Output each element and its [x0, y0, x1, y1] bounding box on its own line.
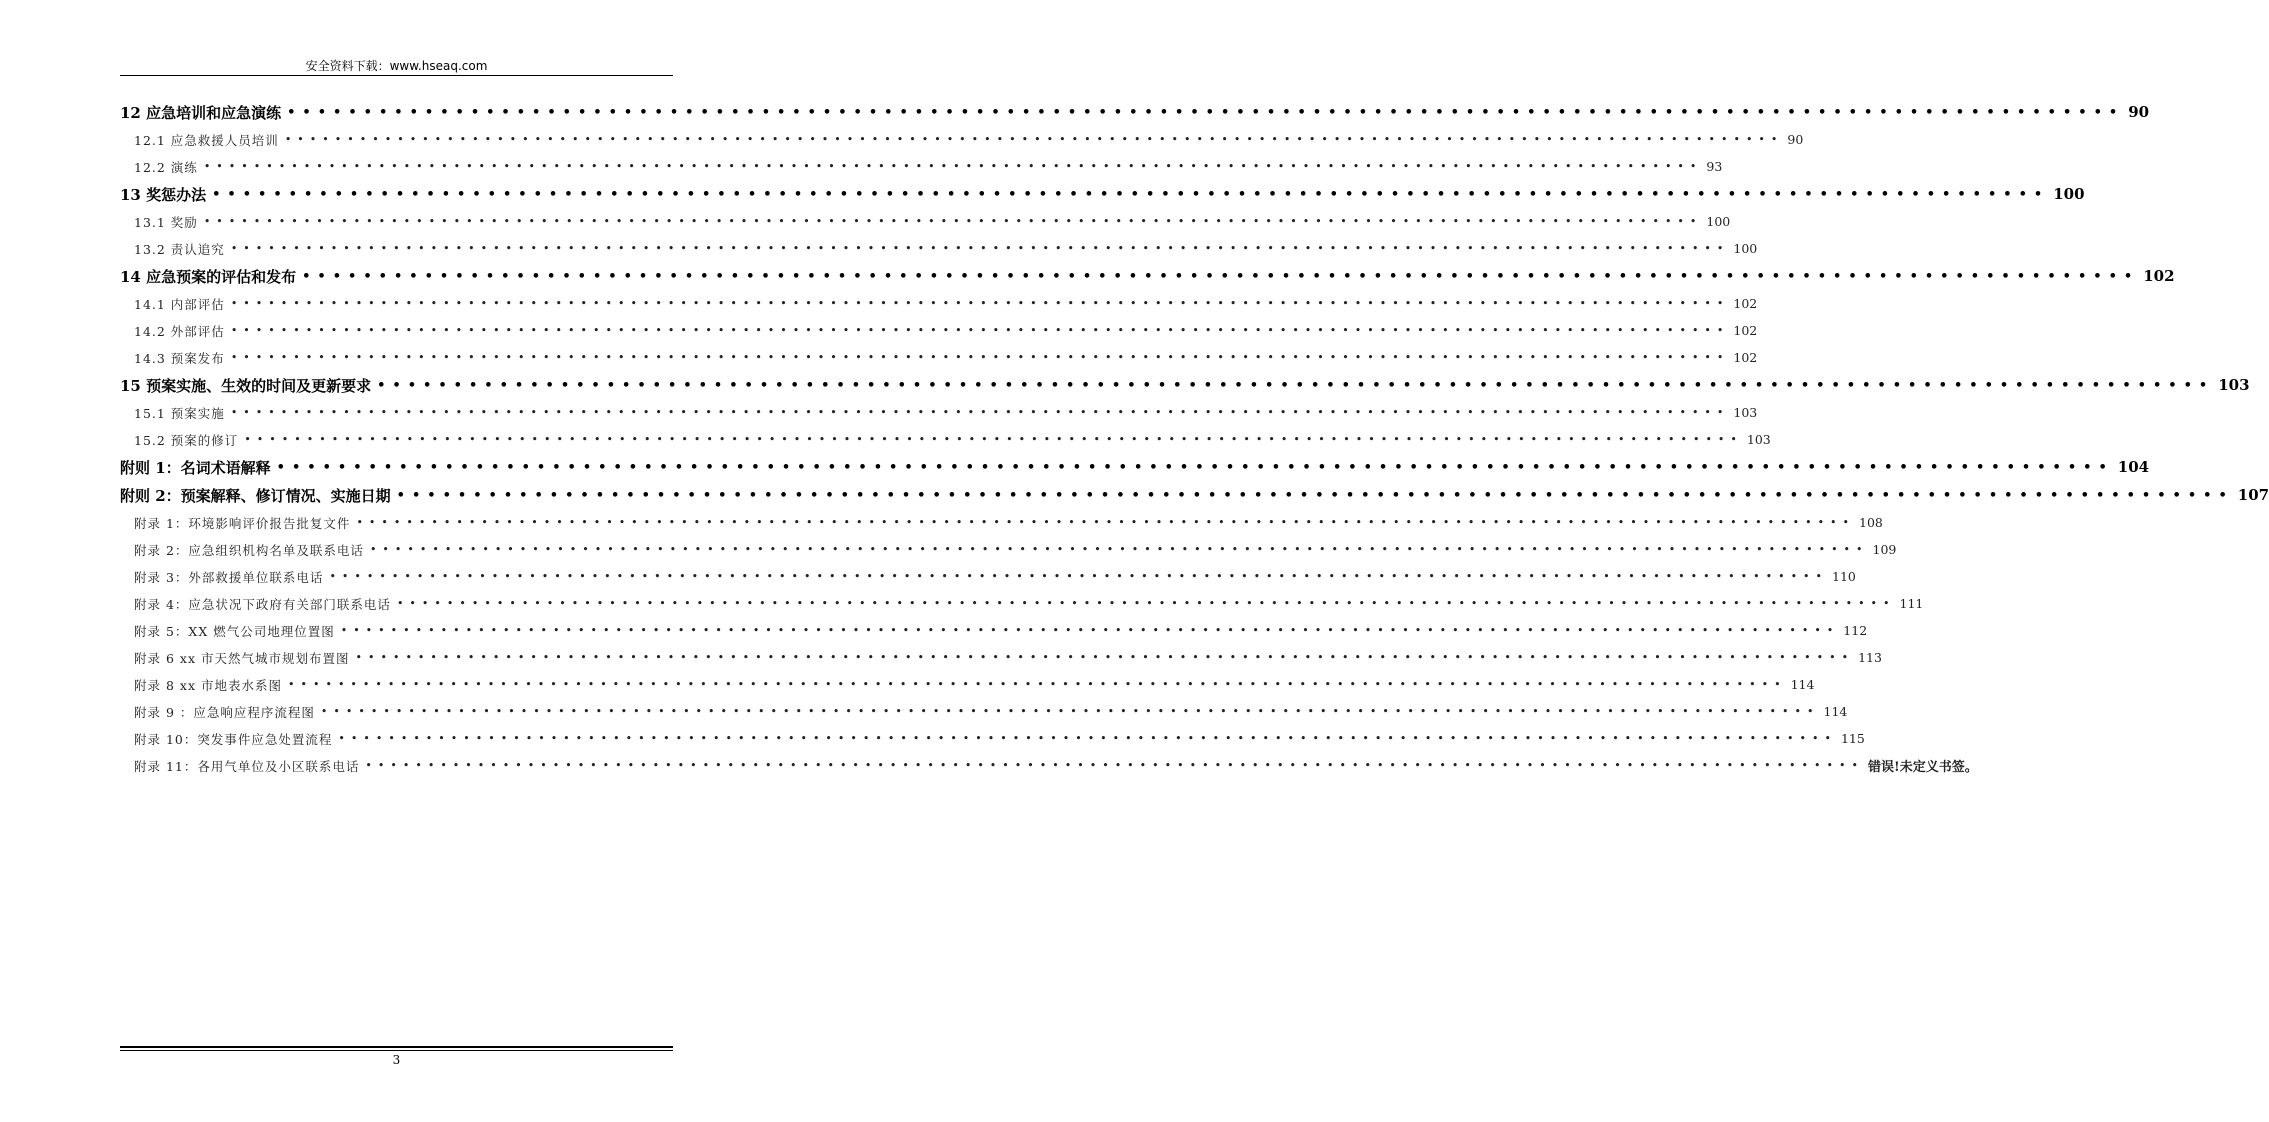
toc-entry[interactable]: [120, 563, 1856, 590]
toc-dot-leader: ••••••••••••••••••••••••••••••••••••••••••••••••••••••••••••••••••••••••••••••••••••••••••••••••••••••••••••••••••••••••: [355, 651, 1855, 664]
toc-entry[interactable]: [120, 536, 1897, 563]
toc-entry-page: 100: [2049, 185, 2084, 203]
toc-entry[interactable]: [120, 426, 1771, 453]
toc-entry[interactable]: [120, 617, 1868, 644]
toc-entry[interactable]: [120, 590, 1924, 617]
toc-dot-leader: ••••••••••••••••••••••••••••••••••••••••••••••••••••••••••••••••••••••••••••••••••••••••••••••••••••••••••••••••••••••••: [287, 678, 1787, 691]
toc-dot-leader: ••••••••••••••••••••••••••••••••••••••••••••••••••••••••••••••••••••••••••••••••••••••••••••••••••••••••••••••••••••••••: [230, 324, 1730, 337]
toc-entry-page: 错误!未定义书签。: [1864, 756, 1978, 775]
toc-entry-page: 100: [1702, 214, 1730, 229]
toc-entry-page: 114: [1787, 677, 1815, 692]
toc-entry-page: 102: [2139, 267, 2174, 285]
toc-entry-page: 102: [1729, 350, 1757, 365]
toc-entry-page: 102: [1729, 296, 1757, 311]
toc-dot-leader: ••••••••••••••••••••••••••••••••••••••••••••••••••••••••••••••••••••••••••••••••••••••••••••••••••••••••••••••••••••••••: [203, 215, 1703, 228]
toc-entry[interactable]: [120, 126, 1804, 153]
toc-dot-leader: ••••••••••••••••••••••••••••••••••••••••••••••••••••••••••••••••••••••••••••••••••••••••••••••••••••••••••••••••••••••••: [287, 104, 2125, 120]
toc-entry-title: 附录 11：各用气单位及小区联系电话: [120, 757, 365, 775]
toc-entry-title: 15 预案实施、生效的时间及更新要求: [120, 375, 377, 396]
toc-dot-leader: ••••••••••••••••••••••••••••••••••••••••••••••••••••••••••••••••••••••••••••••••••••••••••••••••••••••••••••••••••••••••: [203, 160, 1703, 173]
toc-entry-title: 13 奖惩办法: [120, 184, 212, 205]
toc-entry-title: 附录 8 xx 市地表水系图: [120, 676, 288, 694]
toc-dot-leader: ••••••••••••••••••••••••••••••••••••••••••••••••••••••••••••••••••••••••••••••••••••••••••••••••••••••••••••••••••••••••: [320, 705, 1820, 718]
toc-entry-title: 附录 4：应急状况下政府有关部门联系电话: [120, 595, 397, 613]
toc-entry-title: 14 应急预案的评估和发布: [120, 266, 302, 287]
toc-entry-title: 13.2 责认追究: [120, 240, 231, 258]
toc-entry-page: 100: [1729, 241, 1757, 256]
toc-entry[interactable]: [120, 644, 1882, 671]
toc-dot-leader: ••••••••••••••••••••••••••••••••••••••••••••••••••••••••••••••••••••••••••••••••••••••••••••••••••••••••••••••••••••••••: [302, 268, 2140, 284]
toc-dot-leader: ••••••••••••••••••••••••••••••••••••••••••••••••••••••••••••••••••••••••••••••••••••••••••••••••••••••••••••••••••••••••: [377, 377, 2215, 393]
toc-entry[interactable]: [120, 671, 1815, 698]
toc-entry[interactable]: [120, 153, 1723, 180]
toc-entry[interactable]: [120, 725, 1865, 752]
toc-entry-page: 112: [1839, 623, 1867, 638]
toc-dot-leader: ••••••••••••••••••••••••••••••••••••••••••••••••••••••••••••••••••••••••••••••••••••••••••••••••••••••••••••••••••••••••: [369, 543, 1869, 556]
page-number: 3: [392, 1053, 401, 1067]
toc-entry-title: 12 应急培训和应急演练: [120, 102, 287, 123]
toc-dot-leader: ••••••••••••••••••••••••••••••••••••••••••••••••••••••••••••••••••••••••••••••••••••••••••••••••••••••••••••••••••••••••: [230, 242, 1730, 255]
toc-entry-title: 附则 1：名词术语解释: [120, 457, 277, 478]
toc-entry-page: 90: [2124, 103, 2149, 121]
toc-entry-title: 附录 3：外部救援单位联系电话: [120, 568, 329, 586]
toc-entry[interactable]: [120, 399, 1758, 426]
toc-entry-title: 14.1 内部评估: [120, 295, 231, 313]
toc-entry[interactable]: [120, 698, 1848, 725]
toc-entry-page: 109: [1869, 542, 1897, 557]
toc-entry-page: 113: [1854, 650, 1882, 665]
toc-dot-leader: ••••••••••••••••••••••••••••••••••••••••••••••••••••••••••••••••••••••••••••••••••••••••••••••••••••••••••••••••••••••••: [244, 433, 1743, 446]
toc-entry[interactable]: [120, 208, 1731, 235]
toc-entry-title: 12.2 演练: [120, 158, 204, 176]
toc-entry[interactable]: [120, 290, 1758, 317]
toc-dot-leader: ••••••••••••••••••••••••••••••••••••••••••••••••••••••••••••••••••••••••••••••••••••••••••••••••••••••••••••••••••••••••: [396, 597, 1896, 610]
toc-entry-title: 附录 6 xx 市天然气城市规划布置图: [120, 649, 355, 667]
toc-entry-title: 14.3 预案发布: [120, 349, 231, 367]
toc-dot-leader: ••••••••••••••••••••••••••••••••••••••••••••••••••••••••••••••••••••••••••••••••••••••••••••••••••••••••••••••••••••••••: [356, 516, 1856, 529]
table-of-contents: [120, 98, 2269, 779]
toc-dot-leader: ••••••••••••••••••••••••••••••••••••••••••••••••••••••••••••••••••••••••••••••••••••••••••••••••••••••••••••••••••••••••: [340, 624, 1840, 637]
toc-dot-leader: ••••••••••••••••••••••••••••••••••••••••••••••••••••••••••••••••••••••••••••••••••••••••••••••••••••••••••••••••••••••••: [230, 406, 1730, 419]
toc-entry[interactable]: [120, 317, 1758, 344]
toc-entry-page: 103: [1729, 405, 1757, 420]
toc-entry-title: 15.2 预案的修订: [120, 431, 244, 449]
toc-dot-leader: ••••••••••••••••••••••••••••••••••••••••••••••••••••••••••••••••••••••••••••••••••••••••••••••••••••••••••••••••••••••••: [396, 487, 2234, 503]
toc-entry-page: 102: [1729, 323, 1757, 338]
toc-entry-page: 103: [1743, 432, 1771, 447]
toc-entry-title: 13.1 奖励: [120, 213, 204, 231]
toc-entry[interactable]: [120, 235, 1758, 262]
toc-dot-leader: ••••••••••••••••••••••••••••••••••••••••••••••••••••••••••••••••••••••••••••••••••••••••••••••••••••••••••••••••••••••••: [276, 459, 2114, 475]
toc-dot-leader: ••••••••••••••••••••••••••••••••••••••••••••••••••••••••••••••••••••••••••••••••••••••••••••••••••••••••••••••••••••••••: [365, 759, 1864, 772]
toc-dot-leader: ••••••••••••••••••••••••••••••••••••••••••••••••••••••••••••••••••••••••••••••••••••••••••••••••••••••••••••••••••••••••: [230, 351, 1730, 364]
toc-entry-page: 90: [1783, 132, 1803, 147]
footer-rule-thin: [120, 1050, 673, 1051]
toc-entry[interactable]: [120, 262, 2175, 290]
toc-entry-title: 14.2 外部评估: [120, 322, 231, 340]
toc-dot-leader: ••••••••••••••••••••••••••••••••••••••••••••••••••••••••••••••••••••••••••••••••••••••••••••••••••••••••••••••••••••••••: [212, 186, 2050, 202]
toc-entry-title: 附则 2：预案解释、修订情况、实施日期: [120, 485, 397, 506]
toc-entry-page: 114: [1820, 704, 1848, 719]
toc-dot-leader: ••••••••••••••••••••••••••••••••••••••••••••••••••••••••••••••••••••••••••••••••••••••••••••••••••••••••••••••••••••••••: [284, 133, 1784, 146]
toc-entry-title: 附录 2：应急组织机构名单及联系电话: [120, 541, 370, 559]
toc-entry[interactable]: [120, 98, 2150, 126]
toc-entry-title: 附录 9 ：应急响应程序流程图: [120, 703, 321, 721]
toc-entry-page: 104: [2114, 458, 2149, 476]
toc-entry[interactable]: [120, 481, 2269, 509]
footer-rule: [120, 1046, 673, 1048]
toc-entry[interactable]: [120, 344, 1758, 371]
toc-entry[interactable]: [120, 180, 2085, 208]
toc-dot-leader: ••••••••••••••••••••••••••••••••••••••••••••••••••••••••••••••••••••••••••••••••••••••••••••••••••••••••••••••••••••••••: [329, 570, 1829, 583]
toc-entry-page: 108: [1855, 515, 1883, 530]
toc-entry-title: 12.1 应急救援人员培训: [120, 131, 285, 149]
header-rule: [120, 75, 673, 76]
toc-entry-page: 93: [1702, 159, 1722, 174]
toc-dot-leader: ••••••••••••••••••••••••••••••••••••••••••••••••••••••••••••••••••••••••••••••••••••••••••••••••••••••••••••••••••••••••: [338, 732, 1837, 745]
toc-entry-page: 103: [2214, 376, 2249, 394]
toc-entry[interactable]: [120, 752, 1978, 779]
toc-entry[interactable]: [120, 453, 2150, 481]
toc-entry-title: 附录 10：突发事件应急处置流程: [120, 730, 338, 748]
toc-entry-title: 15.1 预案实施: [120, 404, 231, 422]
toc-entry[interactable]: [120, 371, 2250, 399]
toc-dot-leader: ••••••••••••••••••••••••••••••••••••••••••••••••••••••••••••••••••••••••••••••••••••••••••••••••••••••••••••••••••••••••: [230, 297, 1730, 310]
toc-entry-page: 111: [1896, 596, 1924, 611]
toc-entry-page: 115: [1837, 731, 1865, 746]
toc-entry-page: 110: [1828, 569, 1856, 584]
page-header: 安全资料下载：www.hseaq.com: [305, 59, 488, 73]
toc-entry-page: 107: [2234, 486, 2269, 504]
toc-entry[interactable]: [120, 509, 1883, 536]
toc-entry-title: 附录 1：环境影响评价报告批复文件: [120, 514, 356, 532]
toc-entry-title: 附录 5：XX 燃气公司地理位置图: [120, 622, 341, 640]
